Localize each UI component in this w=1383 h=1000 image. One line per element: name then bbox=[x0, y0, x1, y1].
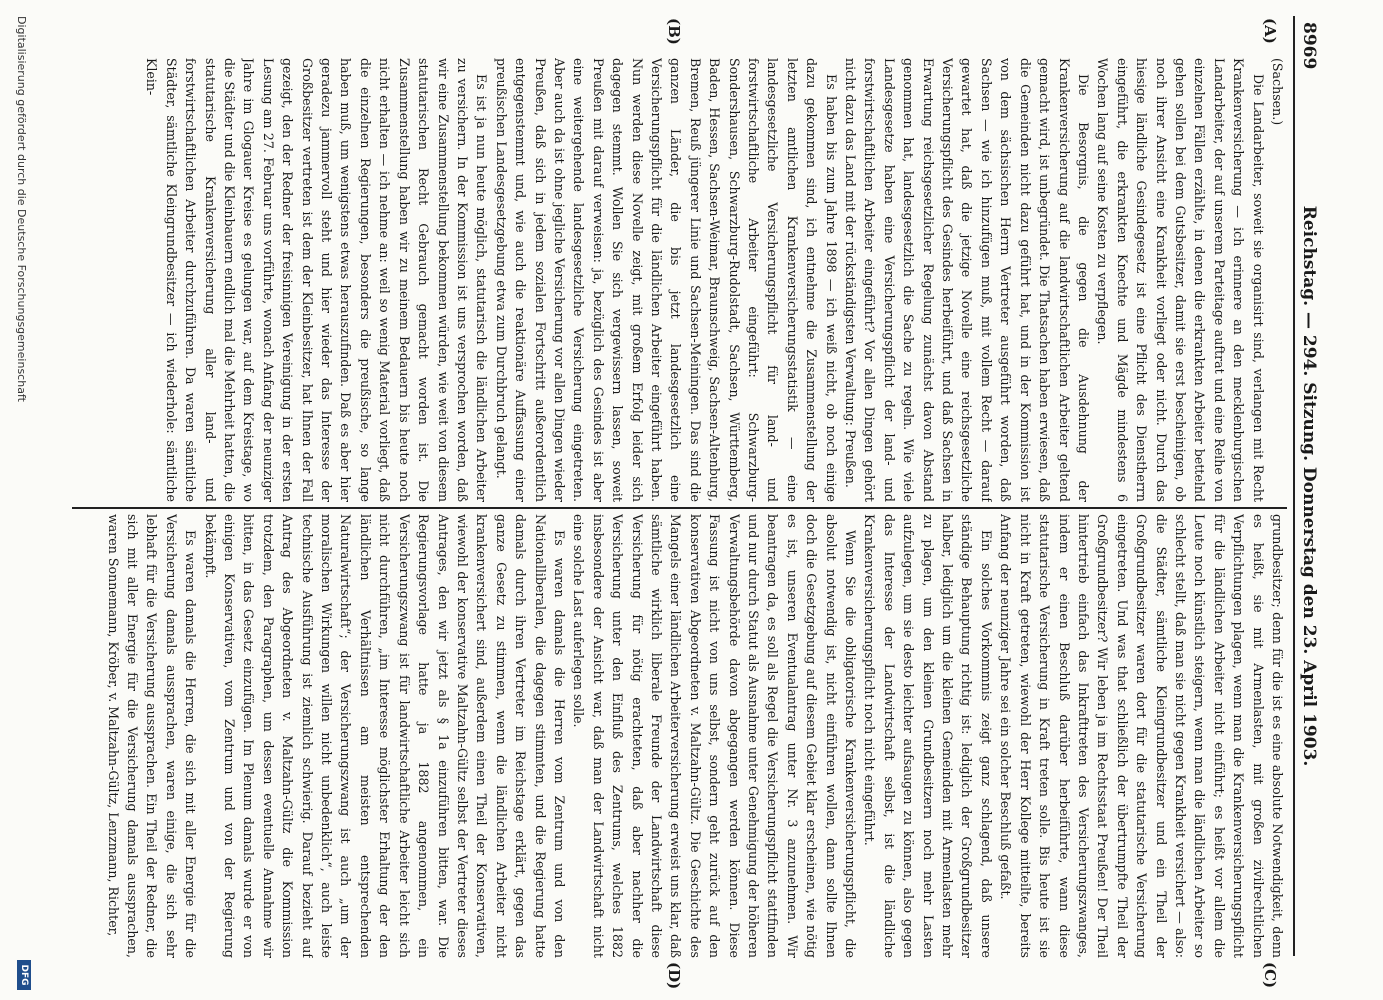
paragraph: grundbesitzer; denn für die ist es eine absolute Notwendigkeit, denn es heißt, sie mit Armenlasten, mit großen zivilrechtlichen Verpflichtungen plagen, wenn man die Krankenversicherungspflicht für die ländlichen Arbeiter nicht einführt; es heißt vor allem die Leute noch künstlich steigern, wenn man die ländlichen Arbeiter so schlecht stellt, daß man sie nicht gegen Krankheit versichert — also: die Städter, sämtliche Kleingrundbesitzer und ein Theil der Großgrundbesitzer waren dort für die statutarische Versicherung eingetreten. Und was that schließlich der übertrumpfte Theil der Großgrundbesitzer? Wir leben ja im Rechtsstaat Preußen! Der Theil hintertrieb einfach das Inkrafttreten des Versicherungszwanges, indem er einen Beschluß darüber herbeiführte, wann diese statutarische Versicherung in Kraft treten solle. Bis heute ist sie nicht in Kraft getreten, wiewohl der Herr Kollege mitteilte, bereits Anfang der neunziger Jahre sei ein solcher Beschluß gefaßt. bbox=[998, 514, 1285, 958]
paragraph: Ein solches Vorkommnis zeigt ganz schlagend, daß unsere ständige Behauptung richtig ist: lediglich der Großgrundbesitzer halber, lediglich um die kleinen Gemeinden mit Armenlasten mehr zu plagen, um den kleinen Grundbesitzern noch mehr Lasten aufzulegen, um sie desto leichter aufsaugen zu können, also gegen das Interesse der Landwirtschaft selbst, ist die ländliche Krankenversicherungspflicht noch nicht eingeführt. bbox=[862, 514, 994, 958]
paragraph: Es haben bis zum Jahre 1898 — ich weiß nicht, ob noch einige dazu gekommen sind, ich entnehme die Zusammenstellung der letzten amtlichen Krankenversicherungsstatistik — eine landesgesetzliche Versicherungspflicht für land- und forstwirtschaftliche Arbeiter eingeführt: Schwarzburg-Sondershausen, Schwarzburg-Rudolstadt, Sachsen, Württemberg, Baden, Hessen, Sachsen-Weimar, Braunschweig, Sachsen-Altenburg, Bremen, Reuß jüngerer Linie und Sachsen-Meiningen. Das sind die ganzen Länder, die bis jetzt landesgesetzlich eine Versicherungspflicht für die ländlichen Arbeiter eingeführt haben. Nun werden diese Novelle zeigt, mit großem Erfolg leider sich dagegen stemmt. Wollen Sie sich vergewissern lassen, soweit Preußen mit darauf verweisen: ja, bezüglich des Gesindes ist aber eine weitergehende landesgesetzliche Versicherung eingetreten. Aber auch da ist ohne jegliche Versicherung vor allen Dingen wieder Preußen, daß sich in jedem sozialen Fortschritt außerordentlich entgegenstemmt und, wie auch die reaktionäre Auffassung einer preußischen Landesgesetzgebung etwa zum Durchbruch gelangt. bbox=[493, 58, 839, 502]
column-divider bbox=[72, 507, 1287, 509]
page-number: 8969 bbox=[1299, 22, 1319, 70]
margin-letter-b: (B) bbox=[665, 18, 683, 45]
margin-letter-a: (A) bbox=[1261, 18, 1279, 44]
digitization-credit: Digitalisierung gefördert durch die Deutsche Forschungsgemeinschaft bbox=[15, 16, 28, 402]
text-column-right bbox=[72, 514, 1287, 958]
page-header bbox=[1293, 16, 1321, 956]
paragraph: Es waren damals die Herren, die sich mit aller Energie für die Versicherung damals aussprachen, waren einige, die sich sehr lebhaft für die Versicherung aussprachen. Ein Theil der Redner, die sich mit aller Energie für die Versicherung damals aussprachen, waren Sonnemann, Kröber, v. Maltzahn-Gültz, Lenzmann, Richter, bbox=[105, 514, 199, 958]
paragraph: Wenn Sie die obligatorische Krankenversicherungspflicht, die absolut notwendig ist, nicht einführen wollen, dann sollte Ihnen doch die Gesetzgebung auf diesem Gebiet klar erscheinen, wie nötig es ist, unseren Eventualantrag unter Nr. 3 anzunehmen. Wir beantragen da, es soll als Regel die Versicherungspflicht stattfinden und nur durch Statut als Ausnahme unter Genehmigung der höheren Verwaltungsbehörde davon abgegangen werden können. Diese Fassung ist nicht von uns selbst, sondern geht zurück auf den konservativen Abgeordneten v. Maltzahn-Gültz. Die Geschichte des Mangels einer ländlichen Arbeiterversicherung erweist uns klar, daß sämtliche wirklich liberale Freunde der Landwirtschaft diese Versicherung für nötig erachteten, daß aber nachher die Versicherung unter den Einfluß des Zentrums, welches 1882 insbesondere der Ansicht war, daß man der Landwirtschaft nicht eine solche Last auferlegen solle. bbox=[571, 514, 859, 958]
page-title: Reichstag. — 294. Sitzung. Donnerstag den 23. April 1903. bbox=[1299, 205, 1319, 767]
dfg-logo: DFG bbox=[17, 960, 31, 990]
section-label: (Sachsen.) bbox=[1270, 58, 1285, 126]
paragraph: Es ist ja nun heute möglich, statutarisch die ländlichen Arbeiter zu versichern. In der Kommission ist uns versprochen worden, daß wir eine Zusammenstellung bekommen würden, wie weit von diesem statutarischen Recht Gebrauch gemacht worden ist. Die Zusammenstellung haben wir zu meinem Bedauern bis heute noch nicht erhalten — ich nehme an: weil so wenig Material vorliegt, daß die einzelnen Regierungen, besonders die preußische, so lange haben muß, um wenigstens etwas herauszufinden. Daß es aber hier geradezu jammervoll steht und hier wieder das Interesse der Großbesitzer vertreten ist dem der Kleinbesitzer, hat Ihnen der Fall gezeigt, den der Redner der freisinnigen Vereinigung in der ersten Lesung am 27. Februar uns vorführte, wonach Anfang der neunziger Jahre im Glogauer Kreise es gelungen war, auf dem Kreistage, wo die Städter und die Kleinbauern endlich mal die Mehrheit hatten, die statutarische Krankenversicherung aller land- und forstwirtschaftlichen Arbeiter durchzuführen. Da waren sämtliche Städter, sämtliche Kleingrundbesitzer — ich wiederhole: sämtliche Klein- bbox=[144, 58, 490, 502]
margin-letter-d: (D) bbox=[665, 962, 683, 990]
text-column-left bbox=[72, 58, 1287, 502]
paragraph: Die Landarbeiter, soweit sie organisirt sind, verlangen mit Recht Krankenversicherung — ich erinnere an den mecklenburgischen Landarbeiter, der auf unserem Parteitage auftrat und eine Reihe von einzelnen Fällen erzählte, in denen die erkrankten Arbeiter bettelnd gehen sollen bei dem Gutsbesitzer, damit sie erst bescheinigen, ob noch ihrer Ansicht eine Krankheit vorliegt oder nicht. Durch das hiesige ländliche Gesindegesetz ist eine Pflicht des Dienstherrn eingeführt, die erkrankten Knechte und Mägde mindestens 6 Wochen lang auf seine Kosten zu verpflegen. bbox=[1095, 58, 1266, 502]
margin-letter-c: (C) bbox=[1261, 962, 1279, 989]
paragraph: Die Besorgnis, die gegen die Ausdehnung der Krankenversicherung auf die landwirtschaftlichen Arbeiter geltend gemacht wird, ist unbegründet. Die Thatsachen haben erwiesen, daß die Gemeinden nicht dazu geführt hat, und in der Kommission ist von dem sächsischen Herrn Vertreter ausgeführt worden, daß Sachsen — wie ich hinzufügen muß, mit vollem Recht — darauf gewartet hat, daß die jetzige Novelle eine reichsgesetzliche Versicherungspflicht des Gesindes herbeiführt, und daß Sachsen in Erwartung reichsgesetzlicher Regelung zunächst davon Abstand genommen hat, landesgesetzlich die Sache zu regeln. Wie viele Landesgesetze haben eine Versicherungspflicht der land- und forstwirtschaftlichen Arbeiter eingeführt? Vor allen Dingen gehört nicht dazu das Land mit der rückständigsten Verwaltung: Preußen. bbox=[843, 58, 1091, 502]
paragraph: Es waren damals die Herren vom Zentrum und von den Nationalliberalen, die dagegen stimmten, und die Regierung hatte damals durch ihren Vertreter im Reichstage erklärt, gegen das ganze Gesetz zu stimmen, wenn die ländlichen Arbeiter nicht krankenversichert sind, außerdem einen Theil der Konservativen, wiewohl der konservative Maltzahn-Gültz selbst der Vertreter dieses Antrages, den wir jetzt als § 1a einzuführen bitten, war. Die Regierungsvorlage hatte ja 1882 angenommen, ein Versicherungszwang ist für landwirtschaftliche Arbeiter leicht sich nicht durchführen, „im Interesse möglichster Erhaltung der den ländlichen Verhältnissen am meisten entsprechenden Naturalwirtschaft“; der Versicherungszwang ist auch „um der moralischen Wirkungen willen nicht unbedenklich“, auch leiste technische Ausführung ist ziemlich schwierig. Darauf bezieht auf Antrag des Abgeordneten v. Maltzahn-Gültz die Kommission trotzdem, den Paragraphen, um dessen eventuelle Annahme wir bitten, in das Gesetz einzufügen. Im Plenum damals wurde er von einigen Konservativen, vom Zentrum und von der Regierung bekämpft. bbox=[202, 514, 567, 958]
